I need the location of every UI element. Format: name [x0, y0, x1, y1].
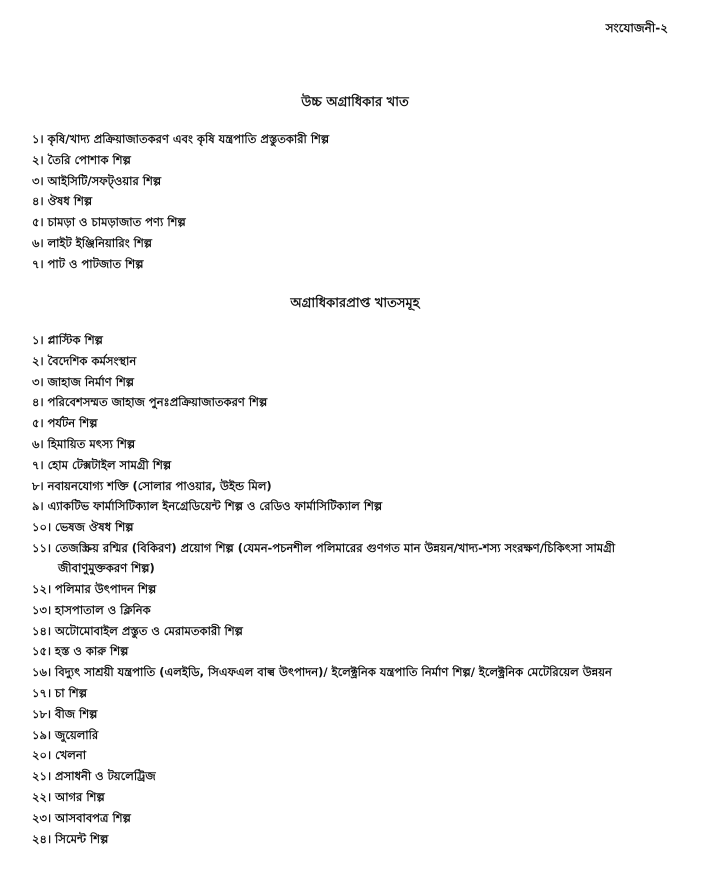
list-item: ১৮। বীজ শিল্প [32, 706, 98, 721]
list-item: ৫। চামড়া ও চামড়াজাত পণ্য শিল্প [32, 215, 186, 230]
list-item: ১০। ভেষজ ঔষধ শিল্প [32, 520, 134, 535]
list-item: ১২। পলিমার উৎপাদন শিল্প [32, 581, 157, 596]
annex-label: সংযোজনী-২ [605, 21, 668, 35]
list-item: ২১। প্রসাধনী ও টয়লেট্রিজ [32, 769, 156, 784]
list-item: ১৭। চা শিল্প [32, 685, 87, 700]
list-item: ২৪। সিমেন্ট শিল্প [32, 831, 109, 846]
list-item: ২০। খেলনা [32, 748, 87, 763]
list-item: ৬। হিমায়িত মৎস্য শিল্প [32, 436, 136, 451]
list-item: ৫। পর্যটন শিল্প [32, 416, 98, 431]
list-item: ২২। আগর শিল্প [32, 789, 105, 804]
list-item: ১৩। হাসপাতাল ও ক্লিনিক [32, 602, 151, 617]
priority-sector-list [32, 330, 682, 849]
list-item: ২। তৈরি পোশাক শিল্প [32, 152, 131, 167]
high-priority-sector-list [32, 129, 682, 275]
list-item: ১১। তেজস্ক্রিয় রশ্মির (বিকিরণ) প্রয়োগ শিল্প (যেমন-পচনশীল পলিমারের গুণগত মান উন্নয়ন/খাদ্য-শস্য সংরক্ষণ/চিকিৎসা সামগ্রী জীবাণুমুক্তকরণ শিল্প) [32, 540, 616, 576]
list-item: ৭। হোম টেক্সটাইল সামগ্রী শিল্প [32, 457, 172, 472]
list-item: ২। বৈদেশিক কর্মসংস্থান [32, 353, 137, 368]
list-item: ৪। পরিবেশসম্মত জাহাজ পুনঃপ্রক্রিয়াজাতকরণ শিল্প [32, 395, 268, 410]
list-item: ১৪। অটোমোবাইল প্রস্তুত ও মেরামতকারী শিল্প [32, 623, 243, 638]
section-title-priority-sectors: অগ্রাধিকারপ্রাপ্ত খাতসমূহ [290, 296, 420, 311]
list-item: ১। প্লাস্টিক শিল্প [32, 333, 103, 347]
list-item: ৭। পাট ও পাটজাত শিল্প [32, 256, 144, 271]
list-item: ৪। ঔষধ শিল্প [32, 194, 93, 209]
list-item: ৩। আইসিটি/সফট্ওয়ার শিল্প [32, 173, 162, 188]
list-item: ১৯। জুয়েলারি [32, 727, 99, 742]
list-item: ২৩। আসবাবপত্র শিল্প [32, 810, 131, 825]
list-item: ৮। নবায়নযোগ্য শক্তি (সোলার পাওয়ার, উইন্ড মিল) [32, 478, 272, 493]
list-item: ১। কৃষি/খাদ্য প্রক্রিয়াজাতকরণ এবং কৃষি যন্ত্রপাতি প্রস্তুতকারী শিল্প [32, 132, 330, 146]
list-item: ৯। এ্যাকটিভ ফার্মাসিটিক্যাল ইনগ্রেডিয়েন্ট শিল্প ও রেডিও ফার্মাসিটিক্যাল শিল্প [32, 499, 383, 514]
list-item: ৩। জাহাজ নির্মাণ শিল্প [32, 374, 135, 389]
list-item: ১৬। বিদ্যুৎ সাশ্রয়ী যন্ত্রপাতি (এলইডি, সিএফএল বাল্ব উৎপাদন)/ ইলেক্ট্রনিক যন্ত্রপাতি নির্মাণ শিল্প/ ইলেক্ট্রনিক মেটেরিয়েল উন্নয়ন [32, 665, 612, 680]
list-item: ১৫। হস্ত ও কারু শিল্প [32, 644, 129, 659]
section-title-high-priority: উচ্চ অগ্রাধিকার খাত [301, 95, 409, 110]
list-item: ৬। লাইট ইঞ্জিনিয়ারিং শিল্প [32, 235, 152, 250]
